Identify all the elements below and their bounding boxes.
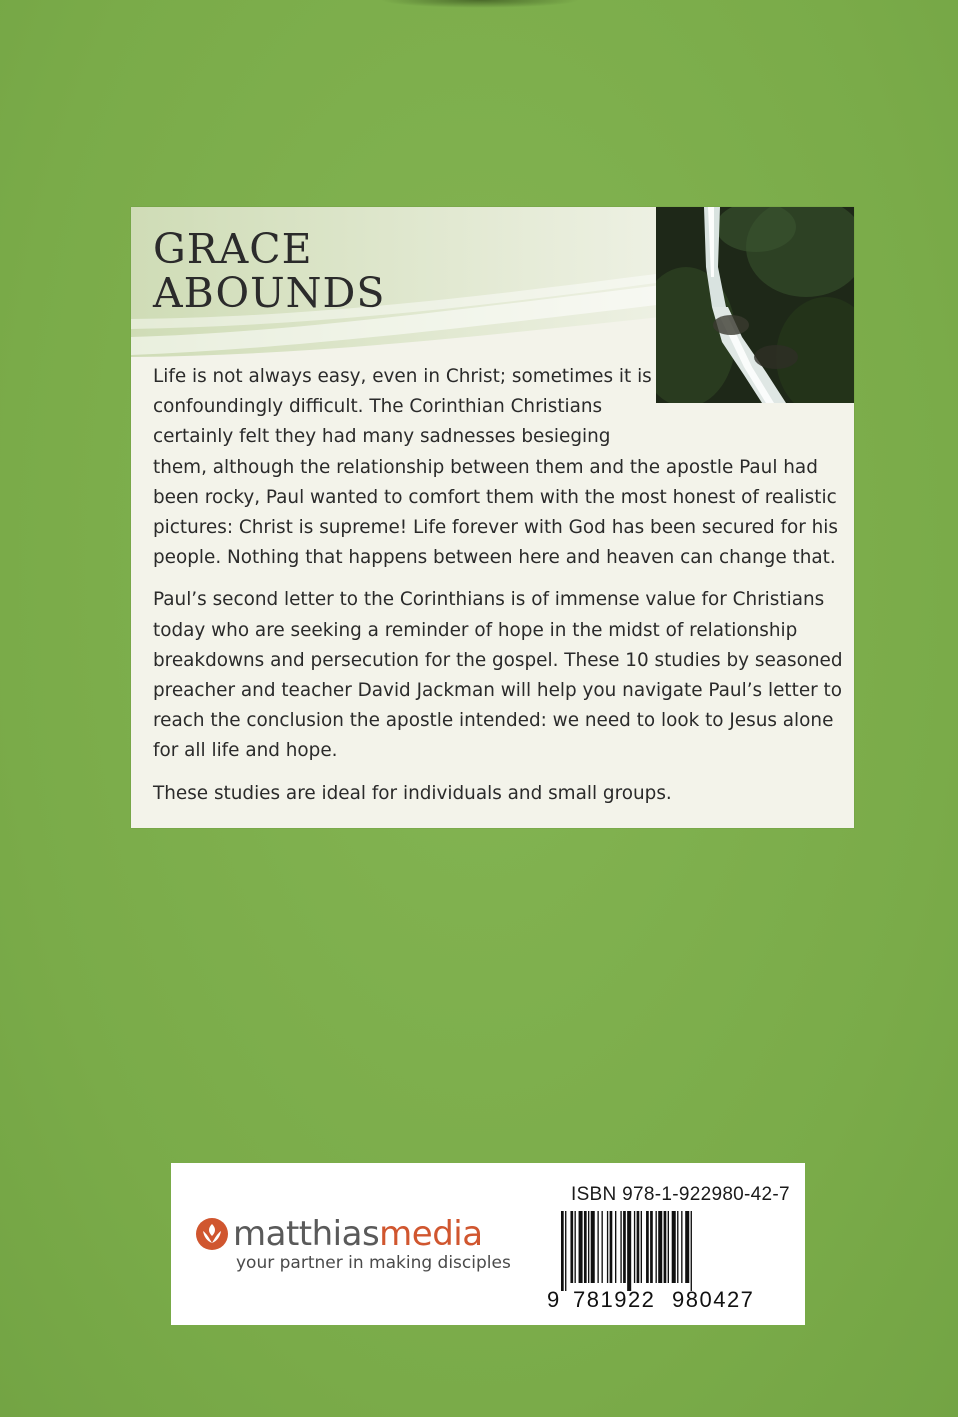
- barcode-bar: [610, 1211, 613, 1283]
- blurb-paragraph-1: Life is not always easy, even in Christ; sometimes it is confoundingly difficult. The Corinthian Christians certainly felt they had many sadnesses besieging them, although the relationship between them and the apostle Paul had been rocky, Paul wanted to comfort them with the most honest of realistic pictures: Christ is supreme! Life forever with God has been secured for his people. Nothing that happens between here and heaven can change that.: [153, 366, 838, 569]
- barcode-bar: [575, 1211, 576, 1283]
- blurb-paragraph-2: Paul’s second letter to the Corinthians is of immense value for Christians today who are seeking a reminder of hope in the midst of relationship breakdowns and persecution for the gospel. These 10 studies by seasoned preacher and teacher David Jackman will help you navigate Paul’s letter to reach the conclusion the apostle intended: we need to look to Jesus alone for all life and hope.: [153, 589, 843, 762]
- leaf-mark-icon: [195, 1217, 229, 1251]
- publisher-tagline: your partner in making disciples: [236, 1253, 511, 1273]
- logo-row: [195, 1215, 511, 1253]
- photo-wrap-spacer: [655, 362, 843, 438]
- barcode-bar: [615, 1211, 616, 1283]
- barcode-bar: [681, 1211, 682, 1283]
- barcode-bar: [634, 1211, 635, 1283]
- barcode-bar: [658, 1211, 662, 1283]
- top-edge-shadow: [380, 0, 580, 8]
- barcode-bar: [685, 1211, 689, 1283]
- blurb-panel: [131, 207, 854, 828]
- barcode-bar: [646, 1211, 649, 1283]
- blurb-paragraph-3: These studies are ideal for individuals and small groups.: [153, 782, 672, 804]
- isbn-label: ISBN 978-1-922980-42-7: [571, 1184, 790, 1205]
- barcode-bar: [656, 1211, 657, 1283]
- book-title: [153, 227, 386, 315]
- barcode-bar: [570, 1211, 573, 1283]
- blurb-text: [153, 362, 843, 821]
- barcode-bar: [668, 1211, 669, 1283]
- barcode-bar: [672, 1211, 676, 1283]
- barcode-bar: [650, 1211, 653, 1283]
- barcode-bar: [664, 1211, 667, 1283]
- barcode-bar: [597, 1211, 598, 1283]
- barcode-bar: [588, 1211, 589, 1283]
- barcode-bar: [620, 1211, 621, 1283]
- barcode-bar: [691, 1211, 692, 1291]
- barcode-bar: [677, 1211, 678, 1283]
- barcode-bar: [623, 1211, 626, 1283]
- barcode-digits-group-2: 980427: [672, 1287, 755, 1309]
- barcode-digit-lead: 9: [547, 1287, 560, 1309]
- title-line-2: ABOUNDS: [153, 269, 386, 317]
- barcode-bar: [641, 1211, 642, 1283]
- barcode-bar: [591, 1211, 595, 1283]
- publisher-panel: [171, 1163, 805, 1325]
- barcode-digits-group-1: 781922: [573, 1287, 656, 1309]
- barcode-bar: [565, 1211, 566, 1291]
- publisher-name-part-2: media: [379, 1214, 483, 1254]
- barcode-bar: [607, 1211, 608, 1283]
- barcode-bar: [561, 1211, 564, 1291]
- isbn-barcode: [547, 1209, 787, 1309]
- barcode-bar: [584, 1211, 587, 1283]
- publisher-name: [233, 1215, 483, 1253]
- title-line-1: GRACE: [153, 225, 313, 273]
- barcode-bars: [561, 1211, 692, 1291]
- publisher-logo: [195, 1215, 511, 1273]
- barcode-bar: [579, 1211, 583, 1283]
- publisher-name-part-1: matthias: [233, 1214, 380, 1254]
- barcode-bar: [637, 1211, 640, 1283]
- barcode-bar: [627, 1211, 631, 1291]
- barcode-bar: [602, 1211, 603, 1283]
